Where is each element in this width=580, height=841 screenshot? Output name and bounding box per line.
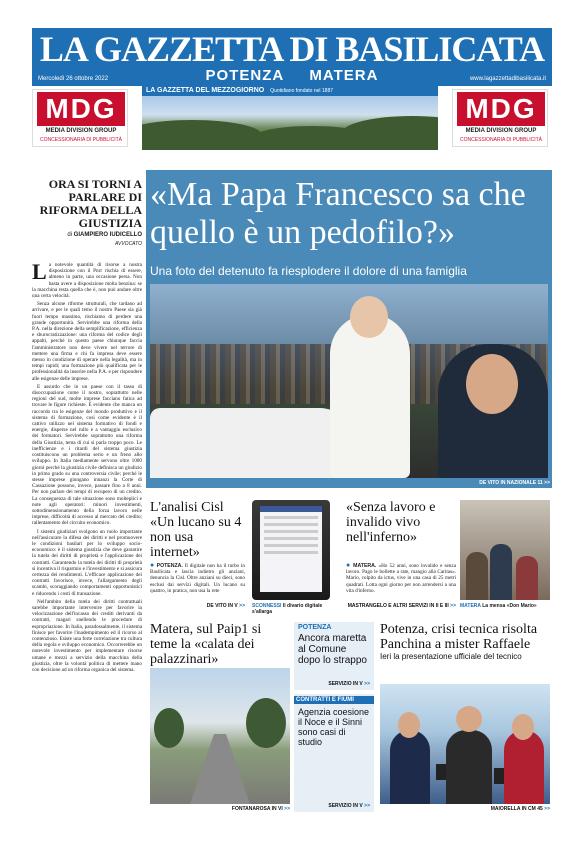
story-invalido-body: ● MATERA. «Ho 52 anni, sono invalido e senza lavoro. Pago le bollette a rate, mangio alla Caritas». Mario, colpito da ictus, vive in una casa di 25 metri quadrati. Lotta ogni giorno per non arrendersi a una vita d'inferno. [346,562,456,594]
story-potenza-calcio-block [380,622,552,661]
story-raffaele-subtitle: Ieri la presentazione ufficiale del tecnico [380,652,522,661]
arrow-icon: >> [364,803,370,809]
contratti-box[interactable] [294,694,374,812]
ad-mdg-left[interactable] [32,89,128,147]
landscape-hill [342,116,438,150]
bodyguard-head [466,354,518,414]
mdg-logo: MDG [37,92,125,126]
editorial-paragraph: La notevole quantità di risorse a nostra disposizione con il Pnrr rischia di essere, almeno in parte, una occasione persa. Non basta avere a disposizione molta benzina: se la macchina resta quella che è, non può andare oltre una certa velocità. [32,262,142,300]
editorial-title[interactable]: ORA SI TORNI A PARLARE DI RIFORMA DELLA GIUSTIZIA [39,177,142,230]
editorial-author: GIAMPIERO IUDICELLO [73,232,142,238]
potenza-box[interactable] [294,622,374,690]
bullet-icon: ● [150,562,155,569]
microphone-icon [436,764,446,780]
story-raffaele-title[interactable]: Potenza, crisi tecnica risolta Panchina a mister Raffaele [380,622,538,652]
story-invalido-place: MATERA. [353,563,377,569]
lead-photo-pope[interactable] [150,284,548,478]
paip-street-photo [150,668,290,804]
person-figure [490,544,512,600]
newspaper-title: LA GAZZETTA DI BASILICATA [39,29,545,69]
potenza-box-ref: SERVIZIO IN V >> [328,681,370,687]
editorial-header [32,178,142,247]
story-cisl-body: ● POTENZA. Il digitale non ha il turbo in Basilicata e lascia indietro gli anziani, denuncia la Cisl. Oltre anziani su dieci, sono esclusi dai servizi digitali. Un lucano su quattro, in pratica, non usa la rete [150,562,245,594]
popemobile [150,408,350,478]
person-figure [390,730,430,804]
contratti-box-ref: SERVIZIO IN V >> [328,803,370,809]
tablet-caption: SCONNESSI Il divario digitale s'allarga [252,603,323,615]
story-invalido-title[interactable]: «Senza lavoro e invalido vivo nell'inferno» [346,500,436,545]
arrow-icon: >> [544,480,550,486]
arrow-icon: >> [284,806,290,812]
lead-headline[interactable]: «Ma Papa Francesco sa che quello è un pedofilo?» [150,176,526,251]
story-raffaele-ref[interactable]: MAIORELLA IN CM 45 >> [490,806,550,812]
mdg-name: MEDIA DIVISION GROUP [465,128,537,134]
arrow-icon: >> [450,603,456,609]
byline-prefix: di [67,232,72,238]
microphone-icon [494,768,504,784]
press-conference-photo [380,684,550,804]
edition-city-potenza: POTENZA [205,67,285,84]
person-head [398,712,420,738]
arrow-icon: >> [544,806,550,812]
mdg-tagline: CONCESSIONARIA DI PUBBLICITÀ [40,137,122,143]
story-cisl-place: POTENZA. [156,563,183,569]
tablet-caption-label: SCONNESSI [252,603,282,609]
story-cisl-ref[interactable]: DE VITO IN V >> [206,603,245,609]
potenza-box-title: Ancora maretta al Comune dopo lo strappo [298,633,367,666]
landscape-hill [142,120,262,150]
story-invalido-ref[interactable]: MASTRANGELO E ALTRI SERVIZI IN II E III >> [347,603,456,609]
bullet-icon: ● [346,562,352,569]
story-cisl-title[interactable]: L'analisi Cisl «Un lucano su 4 non usa internet» [150,500,242,560]
editorial-paragraph: I sistemi giudiziari svolgono un ruolo importante nell'assicurare la difesa dei diritti e nel promuovere le condizioni basilari per lo sviluppo socio-economico: è il sistema giustizia che deve garantire la tutela dei diritti di proprietà e l'applicazione dei contratti. Garantendo la tutela dei diritti di proprietà si incentiva il risparmio e l'investimento e si assicura certezza dei rendimenti. L'efficace applicazione dei contratti favorisce, invece, l'allargamento degli scambi, scoraggiando comportamenti opportunistici e riducendo i costi di transazione. [32,528,142,597]
gazzetta-bar-founded: Quotidiano fondato nel 1887 [270,88,334,94]
contratti-box-label: CONTRATTI E FIUMI [294,696,374,704]
person-head [512,714,534,740]
lead-subheadline: Una foto del detenuto fa riesplodere il dolore di una famiglia [150,264,467,278]
mensa-photo [460,500,550,600]
person-figure [446,730,492,804]
contratti-box-title: Agenzia coesione il Noce e il Sinni sono casi di studio [298,707,370,747]
person-figure [466,552,488,600]
tree [246,698,286,748]
mdg-name: MEDIA DIVISION GROUP [45,128,117,134]
editorial-paragraph: Senza alcune riforme strutturali, che tardano ad arrivare, e per le quali temo il nostro Paese sia già fuori tempo massimo, rischiamo di perdere una grande opportunità. Servirebbe una riforma della P.A. nella direzione della semplificazione, efficienza e sburocratizzazione: una riforma del codice degli appalti, perché in questo paese chiunque faccia l'amministratore non deve vivere nel terrore di mettere una firma e chi fa impresa deve essere messo in condizione di operare nella legalità, ma in tempi rapidi; una formazione più qualificata per le professionalità da inserire nella P.A. e per rispondere alle esigenze delle imprese. [32,301,142,382]
tablet-screen [260,506,322,592]
editorial-paragraph: E assurdo che in un paese con il tasso di disoccupazione come il nostro, soprattutto nelle regioni del sud, molte imprese facciano fatica ad trovare le figure richieste. È evidente che manca un raccordo tra le esigenze del mondo produttivo e il sistema di formazione, così come evidente è il cattivo utilizzo nel sistema formativo di fondi e energie, disperse nel rullo e a vantaggio esclusivo dei formatori. Servirebbe soprattutto una riforma della Giustizia, tema di cui si parla troppo poco. Le inefficienze e i ritardi del sistema giustizia costituiscono un problema serio e un freno allo sviluppo. In Italia mediamente servono oltre 1000 giorni perché la giustizia civile definisca un giudizio in primo grado su una controversia civile; perché le stesse imprese giungano innanzi la Corte di Cassazione possono, invece, passare fino a 8 anni. Per non parlare dei tempi di recupero di un credito. La conseguenza di tale situazione sono molteplici e note agli operatori: minori investimenti, sottodimensionamento della forza lavoro nelle imprese, difficoltà di accesso al mercato del credito; rallentamento del circuito economico. [32,383,142,527]
editorial-body [32,262,142,822]
edition-city-matera: MATERA [309,67,379,84]
editorial-paragraph: Nell'ambito della tutela dei diritti contrattuali sarebbe importante intervenire per favorire la velocizzazione dell'incasso dei crediti derivanti da contratti, magari snellendo le procedure di espropriazione. In Italia, paradossalmente, il sistema finisce per favorire l'inadempimento ed il ricorso al contenzioso. Esiste una forte correlazione tra cultura della regola e sviluppo economico. Occorrerebbe un notevole investimento per implementare risorse umane e mezzi a servizio della macchina della giustizia, oltre la volontà politica di mettere mano con decisione ad un riforma organica del sistema. [32,598,142,673]
tree [154,708,184,748]
person-head [456,706,482,732]
tablet-photo [252,500,330,600]
lead-page-ref[interactable]: DE VITO IN NAZIONALE 11 >> [479,480,550,486]
mdg-logo: MDG [457,92,545,126]
drop-cap: L [32,262,47,284]
potenza-box-label: POTENZA [298,624,332,631]
gazzetta-bar [142,86,438,96]
person-figure [516,556,538,600]
story-paip-ref[interactable]: FONTANAROSA IN VI >> [231,806,290,812]
ad-mdg-right[interactable] [452,89,548,147]
pope-figure [330,314,410,478]
arrow-icon: >> [364,681,370,687]
arrow-icon: >> [239,603,245,609]
pope-head [350,296,388,338]
mensa-caption: MATERA La mensa «Don Mario» [460,603,537,609]
gazzetta-bar-title: LA GAZZETTA DEL MEZZOGIORNO [146,87,265,94]
mdg-tagline: CONCESSIONARIA DI PUBBLICITÀ [460,137,542,143]
author-role: AVVOCATO [114,241,142,247]
website-link[interactable]: www.lagazzettadibasilicata.it [469,76,546,82]
masthead [32,28,552,86]
person-figure [504,730,544,804]
masthead-landscape-photo [142,96,438,150]
mensa-caption-label: MATERA [460,603,481,609]
issue-date: Mercoledì 26 ottobre 2022 [38,76,109,82]
story-paip-title[interactable]: Matera, sul Paip1 si teme la «calata dei palazzinari» [150,622,262,667]
road [190,734,250,804]
editorial-byline [32,232,142,238]
